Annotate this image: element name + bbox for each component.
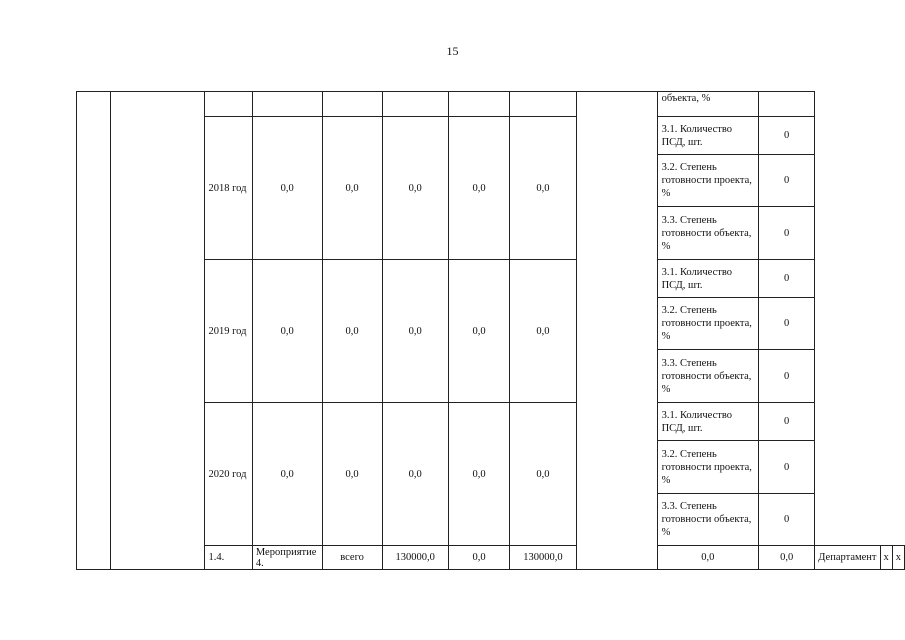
value-cell: 0,0 [382, 117, 448, 260]
program-table [76, 91, 905, 570]
cell-name-continued [111, 92, 205, 570]
value-cell: 0,0 [448, 117, 509, 260]
indicator-value: 0 [759, 403, 815, 441]
executor-cell: Департамент [815, 546, 880, 570]
value-cell: 0,0 [510, 117, 576, 260]
cell-empty [448, 92, 509, 117]
indicator-name: 3.3. Степень готовности объекта, % [657, 207, 759, 260]
measure-name: Мероприятие 4. [252, 546, 322, 570]
indicator-name: 3.1. Количество ПСД, шт. [657, 260, 759, 298]
cell-empty [382, 92, 448, 117]
page-number: 15 [446, 44, 459, 58]
indicator-name: объекта, % [657, 92, 759, 117]
value-cell: 130000,0 [382, 546, 448, 570]
indicator-value [759, 92, 815, 117]
indicator-value: 0 [759, 117, 815, 155]
year-cell: 2020 год [205, 403, 252, 546]
indicator-name: 3.2. Степень готовности проекта, % [657, 441, 759, 494]
value-cell: 130000,0 [510, 546, 576, 570]
indicator-name: 3.3. Степень готовности объекта, % [657, 494, 759, 546]
cell-empty [510, 92, 576, 117]
value-cell: 0,0 [252, 403, 322, 546]
indicator-name: 3.1. Количество ПСД, шт. [657, 403, 759, 441]
indicator-value: 0 [759, 494, 815, 546]
cell-empty [322, 92, 382, 117]
value-cell: 0,0 [510, 403, 576, 546]
indicator-value: 0 [759, 260, 815, 298]
year-cell: 2019 год [205, 260, 252, 403]
year-cell: 2018 год [205, 117, 252, 260]
value-cell: 0,0 [322, 117, 382, 260]
indicator-name: 3.2. Степень готовности проекта, % [657, 155, 759, 207]
value-cell: 0,0 [510, 260, 576, 403]
indicator-value: 0 [759, 441, 815, 494]
value-cell: 0,0 [382, 260, 448, 403]
indicator-value: 0 [759, 298, 815, 350]
value-cell: 0,0 [252, 260, 322, 403]
indicator-name: 3.3. Степень готовности объекта, % [657, 350, 759, 403]
value-cell: 0,0 [322, 260, 382, 403]
value-cell: 0,0 [759, 546, 815, 570]
value-cell: 0,0 [448, 260, 509, 403]
indicator-name: 3.1. Количество ПСД, шт. [657, 117, 759, 155]
value-cell: 0,0 [252, 117, 322, 260]
indicator-value: 0 [759, 207, 815, 260]
indicator-value: 0 [759, 350, 815, 403]
indicator-name: х [880, 546, 892, 570]
cell-num-continued [77, 92, 111, 570]
indicator-value: х [892, 546, 904, 570]
value-cell: 0,0 [448, 403, 509, 546]
value-cell: 0,0 [448, 546, 509, 570]
indicator-name: 3.2. Степень готовности проекта, % [657, 298, 759, 350]
value-cell: 0,0 [322, 403, 382, 546]
row-number: 1.4. [205, 546, 252, 570]
cell-empty [252, 92, 322, 117]
indicator-value: 0 [759, 155, 815, 207]
cell-executor-continued [576, 92, 657, 570]
period-cell: всего [322, 546, 382, 570]
cell-empty [205, 92, 252, 117]
value-cell: 0,0 [382, 403, 448, 546]
value-cell: 0,0 [657, 546, 759, 570]
table-row [77, 92, 905, 117]
